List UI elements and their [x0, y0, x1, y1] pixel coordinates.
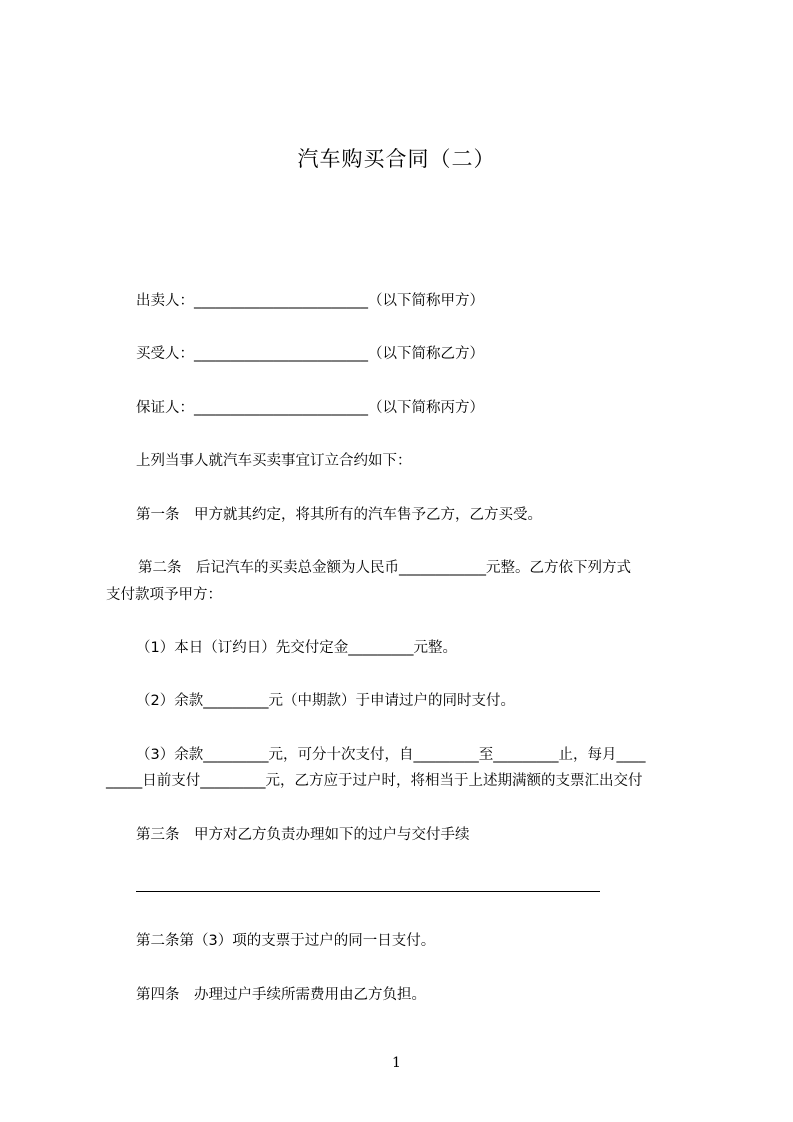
article-2-line-1: 第二条 后记汽车的买卖总金额为人民币____________元整。乙方依下列方式 — [138, 560, 631, 576]
seller-blank: ________________________ — [194, 293, 368, 309]
payment-item-1: （1）本日（订约日）先交付定金_________元整。 — [136, 640, 457, 656]
seller-note: （以下简称甲方） — [368, 293, 484, 309]
payment-item-3-line-1: （3）余款_________元，可分十次支付，自_________至_________止，每月____ — [136, 747, 646, 763]
buyer-blank: ________________________ — [194, 346, 368, 362]
guarantor-line — [136, 398, 484, 418]
article-2-line-2: 支付款项予甲方： — [106, 587, 222, 603]
page-number: 1 — [392, 1055, 401, 1071]
buyer-note: （以下简称乙方） — [368, 346, 484, 362]
article-1: 第一条 甲方就其约定，将其所有的汽车售予乙方，乙方买受。 — [136, 507, 542, 523]
article-4: 第四条 办理过户手续所需费用由乙方负担。 — [136, 987, 426, 1003]
guarantor-blank: ________________________ — [194, 400, 368, 416]
document-title: 汽车购买合同（二） — [297, 147, 496, 171]
buyer-line — [136, 344, 484, 364]
buyer-label: 买受人： — [136, 346, 194, 362]
article-3-fill-line — [136, 891, 600, 892]
guarantor-note: （以下简称丙方） — [368, 400, 484, 416]
payment-item-2: （2）余款_________元（中期款）于申请过户的同时支付。 — [136, 693, 515, 709]
seller-line — [136, 291, 484, 311]
seller-label: 出卖人： — [136, 293, 194, 309]
article-2-item-3-note: 第二条第（3）项的支票于过户的同一日支付。 — [136, 933, 436, 949]
guarantor-label: 保证人： — [136, 400, 194, 416]
intro-paragraph: 上列当事人就汽车买卖事宜订立合约如下： — [136, 453, 412, 469]
payment-item-3-line-2: _____日前支付_________元，乙方应于过户时，将相当于上述期满额的支票汇出交付 — [106, 773, 643, 789]
article-3: 第三条 甲方对乙方负责办理如下的过户与交付手续 — [136, 827, 470, 843]
